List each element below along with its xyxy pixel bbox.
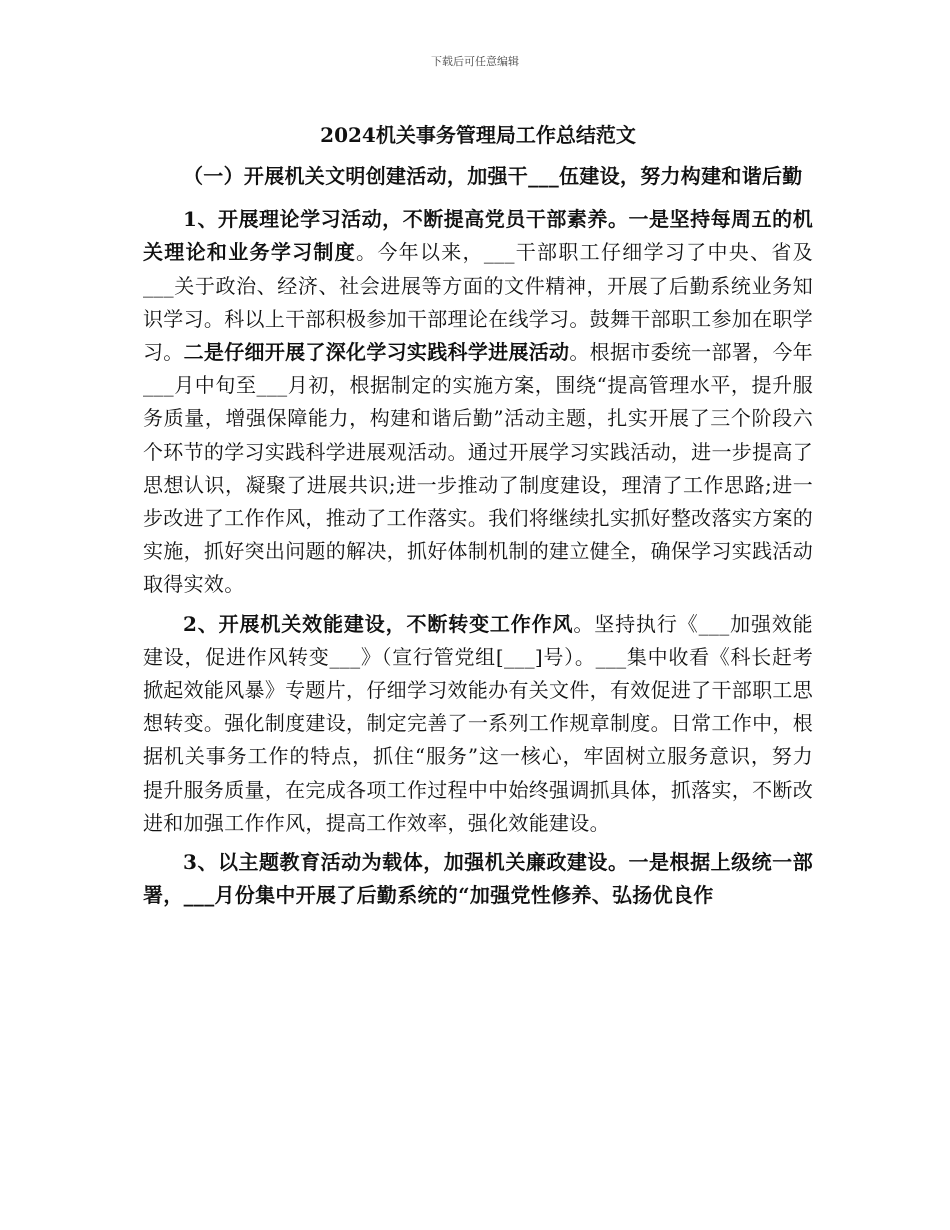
page-header-note: 下载后可任意编辑 (431, 55, 519, 68)
paragraph-2-text: 。坚持执行《___加强效能建设，促进作风转变___》（宣行管党组[___]号）。___集中收看《科长赶考掀起效能风暴》专题片，仔细学习效能办有关文件，有效促进了干部职工思想转变。强化制度建设，制定完善了一系列工作规章制度。日常工作中，根据机关事务工作的特点，抓住“服务”这一核心，牢固树立服务意识，努力提升服务质量，在完成各项工作过程中中始终强调抓具体，抓落实，不断改进和加强工作作风，提高工作效率，强化效能建设。 (143, 611, 813, 835)
document-title: 2024机关事务管理局工作总结范文 (320, 123, 636, 147)
paragraph-1-text: 。今年以来，___干部职工仔细学习了中央、省及___关于政治、经济、社会进展等方面的文件精神，开展了后勤系统业务知识学习。科以上干部积极参加干部理论在线学习。鼓舞干部职工参加在职学习。 (143, 240, 813, 365)
document-body (143, 120, 813, 918)
paragraph-3-bold-lead: 3、以主题教育活动为载体，加强机关廉政建设。一是根据上级统一部署，___月份集中开展了后勤系统的“加强党性修养、弘扬优良作 (143, 850, 813, 908)
paragraph-2 (143, 608, 813, 840)
section-heading: （一）开展机关文明创建活动，加强干___伍建设，努力构建和谐后勤 (183, 164, 803, 188)
paragraph-1-text-2: 。根据市委统一部署，今年___月中旬至___月初，根据制定的实施方案，围绕“提高管理水平，提升服务质量，增强保障能力，构建和谐后勤”活动主题，扎实开展了三个阶段六个环节的学习实践科学进展观活动。通过开展学习实践活动，进一步提高了思想认识，凝聚了进展共识;进一步推动了制度建设，理清了工作思路;进一步改进了工作作风，推动了工作落实。我们将继续扎实抓好整改落实方案的实施，抓好突出问题的解决，抓好体制机制的建立健全，确保学习实践活动取得实效。 (143, 340, 813, 597)
paragraph-1 (143, 203, 813, 601)
paragraph-2-bold-lead: 2、开展机关效能建设，不断转变工作作风 (183, 611, 574, 636)
paragraph-1-bold-lead: 1、开展理论学习活动，不断提高党员干部素养。一是坚持每周五的机关理论和业务学习制度 (143, 207, 813, 265)
paragraph-1-bold-second: 二是仔细开展了深化学习实践科学进展活动 (183, 340, 570, 365)
paragraph-3 (143, 846, 813, 912)
